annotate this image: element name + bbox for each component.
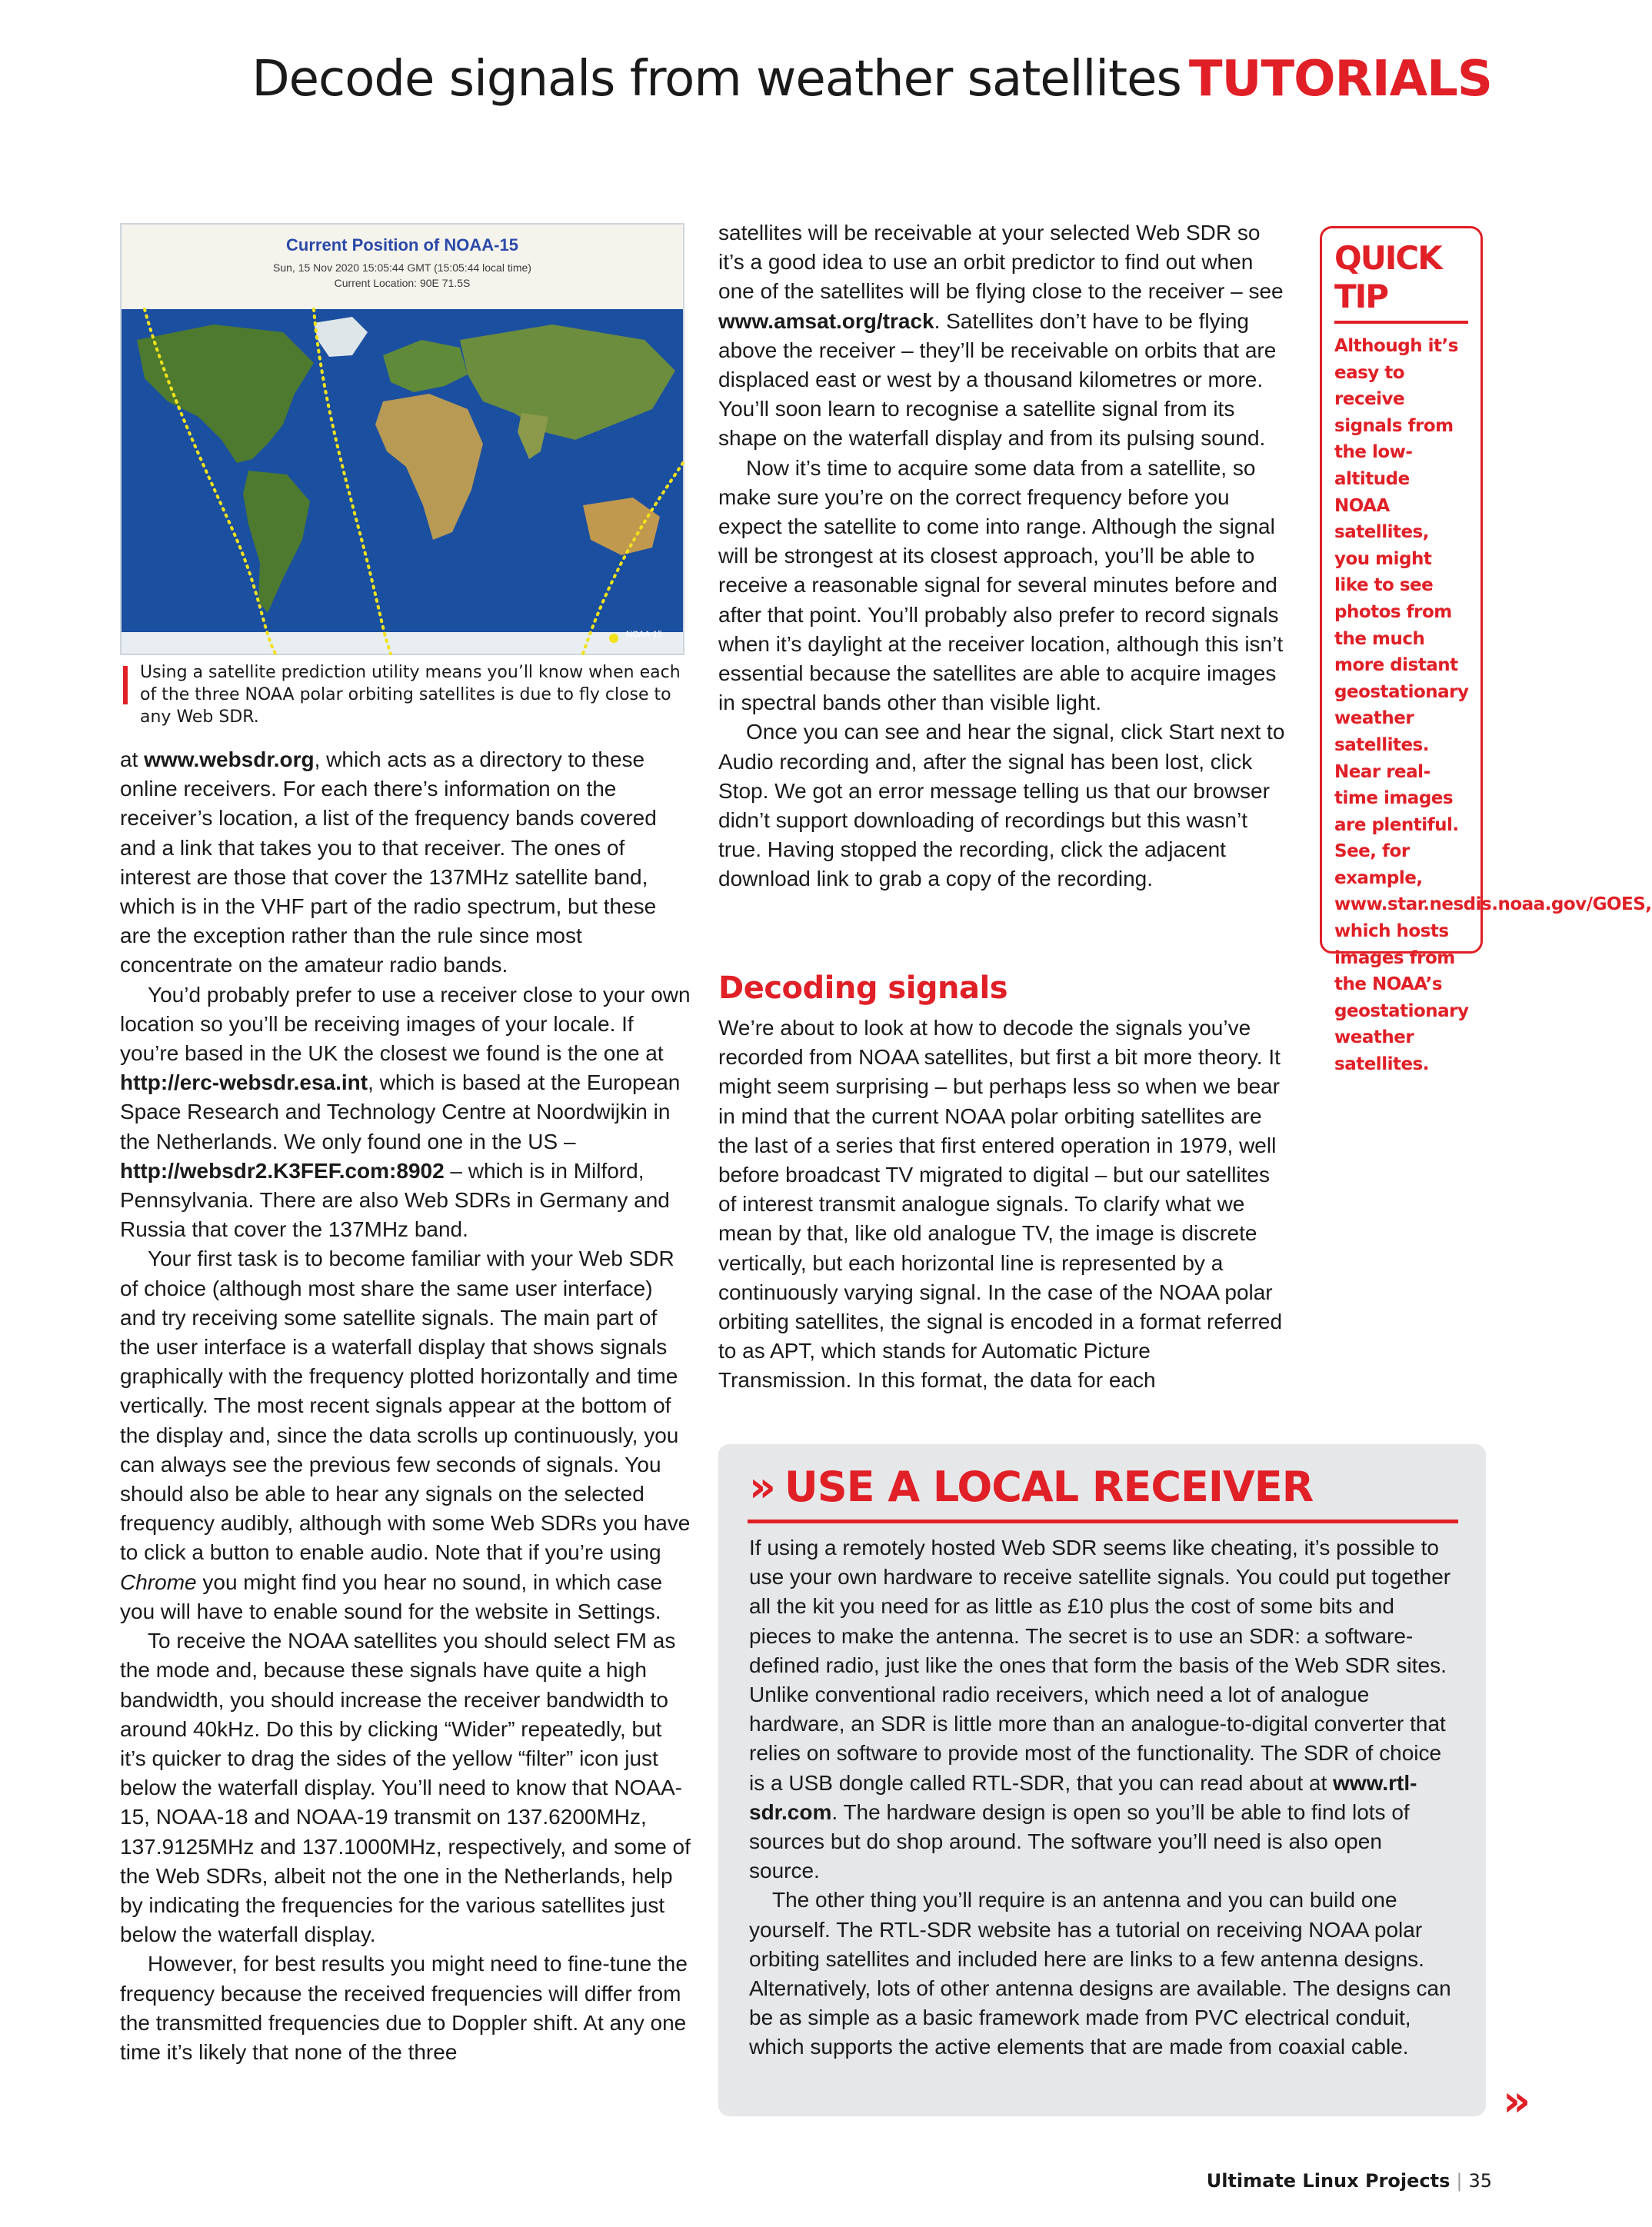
quick-tip-heading: QUICK TIP [1334, 239, 1441, 315]
page-number: 35 [1468, 2170, 1492, 2192]
column-1 [120, 745, 691, 2067]
satellite-map-figure [120, 223, 684, 655]
paragraph: Your first task is to become familiar with your Web SDR of choice (although most share the same user interface) and try receiving some satellite signals. The main part of the user interface is a waterfall display that shows signals graphically with the frequency plotted horizontally and time vertically. The most recent signals appear at the bottom of the display and, since the data scrolls up continuously, you can always see the previous few seconds of signals. You should also be able to hear any signals on the selected frequency audibly, although with some Web SDRs you have to click a button to enable audio. Note that if you’re using Chrome you might find you hear no sound, in which case you will have to enable sound for the website in Settings. [120, 1247, 691, 1623]
box-heading [749, 1463, 1313, 1511]
figure-location: Current Location: 90E 71.5S [334, 277, 471, 289]
header-title: Decode signals from weather satellites [251, 51, 1181, 108]
running-header [251, 51, 1492, 108]
link-websdr[interactable]: www.websdr.org [144, 747, 315, 771]
footer-separator: | [1456, 2170, 1463, 2192]
figure-title: Current Position of NOAA-15 [286, 235, 518, 255]
quick-tip-box [1320, 226, 1652, 1075]
magazine-name: Ultimate Linux Projects [1206, 2170, 1450, 2192]
quick-tip-rule [1334, 321, 1468, 324]
paragraph: The other thing you’ll require is an antenna and you can build one yourself. The RTL-SDR website has a tutorial on receiving NOAA polar orbiting satellites and included here are links to a few antenna designs. Alternatively, lots of other antenna designs are available. The designs can be as simple as a basic framework made from PVC electrical conduit, which supports the active elements that are made from coaxial cable. [749, 1888, 1451, 2059]
paragraph: Once you can see and hear the signal, click Start next to Audio recording and, after the signal has been lost, click Stop. We got an error message telling us that our browser didn’t support downloading of recordings but this wasn’t true. Having stopped the recording, click the adjacent download link to grab a copy of the recording. [718, 720, 1285, 891]
world-map [122, 309, 683, 654]
link-rtl-sdr[interactable]: www.rtl-sdr.com [749, 1770, 1417, 1824]
header-section: TUTORIALS [1188, 51, 1492, 108]
link-k3fef[interactable]: http://websdr2.K3FEF.com:8902 [120, 1158, 445, 1183]
box-heading-text: USE A LOCAL RECEIVER [784, 1463, 1314, 1511]
page-footer [1207, 2170, 1492, 2192]
box-body [749, 1533, 1455, 2062]
paragraph: To receive the NOAA satellites you should select FM as the mode and, because these signals have quite a high bandwidth, you should increase the receiver bandwidth to around 40kHz. Do this by clicking “Wider” repeatedly, but it’s quicker to drag the sides of the yellow “filter” icon just below the waterfall display. You’ll need to know that NOAA-15, NOAA-18 and NOAA-19 transmit on 137.6200MHz, 137.9125MHz and 137.1000MHz, respectively, and some of the Web SDRs, albeit not the one in the Netherlands, help by indicating the frequencies for the various satellites just below the waterfall display. [120, 1629, 691, 1947]
paragraph: However, for best results you might need to fine-tune the frequency because the received frequencies will differ from the transmitted frequencies due to Doppler shift. At any one time it’s likely that none of the three [120, 1952, 688, 2064]
paragraph: We’re about to look at how to decode the signals you’ve recorded from NOAA satellites, but first a bit more theory. It might seem surprising – but perhaps less so when we bear in mind that the current NOAA polar orbiting satellites are the last of a series that first entered operation in 1979, well before broadcast TV migrated to digital – but our satellites of interest transmit analogue signals. To clarify what we mean by that, like old analogue TV, the image is discrete vertically, but each horizontal line is represented by a continuously varying signal. In the case of the NOAA polar orbiting satellites, the signal is encoded in a format referred to as APT, which stands for Automatic Picture Transmission. In this format, the data for each [718, 1016, 1283, 1393]
local-receiver-box [718, 1444, 1486, 2116]
land-antarctica [122, 632, 683, 654]
column-2 [718, 218, 1287, 894]
chevron-right-icon: » [749, 1463, 775, 1511]
column-2-decoding [718, 1014, 1287, 1396]
caption-text: Using a satellite prediction utility means you’ll know when each of the three NOAA polar orbiting satellites is due to fly close to any Web SDR. [140, 663, 681, 727]
decoding-heading: Decoding signals [718, 970, 1008, 1006]
quick-tip-body: Although it’s easy to receive signals from the low-altitude NOAA satellites, you might like to see photos from the much more distant geostationary weather satellites. Near real-time images are plentiful. See, for example, www.star.nesdis.noaa.gov/GOES, which hosts images from the NOAA’s geostationary weather satellites. [1334, 336, 1652, 1075]
link-amsat[interactable]: www.amsat.org/track [718, 308, 934, 333]
paragraph: at www.websdr.org, which acts as a directory to these online receivers. For each there’s information on the receiver’s location, a list of the frequency bands covered and a link that takes you to that receiver. The ones of interest are those that cover the 137MHz satellite band, which is in the VHF part of the radio spectrum, but these are the exception rather than the rule since most concentrate on the amateur radio bands. [120, 747, 657, 977]
figure-time: Sun, 15 Nov 2020 15:05:44 GMT (15:05:44 local time) [273, 261, 531, 274]
paragraph: Now it’s time to acquire some data from a satellite, so make sure you’re on the correct frequency before you expect the satellite to come into range. Although the signal will be strongest at its closest approach, you’ll be able to receive a reasonable signal for several minutes before and after that point. You’ll probably also prefer to record signals when it’s daylight at the receiver location, although this isn’t essential because the satellites are able to acquire images in spectral bands other than visible light. [718, 455, 1284, 715]
caption-bar [123, 666, 128, 704]
box-heading-rule [748, 1520, 1458, 1523]
paragraph: If using a remotely hosted Web SDR seems like cheating, it’s possible to use your own hardware to receive satellite signals. You could put together all the kit you need for as little as £10 plus the cost of some bits and pieces to make the antenna. The secret is to use an SDR: a software-defined radio, just like the ones that form the basis of the Web SDR sites. Unlike conventional radio receivers, which need a lot of analogue hardware, an SDR is little more than an analogue-to-digital converter that relies on software to provide most of the functionality. The SDR of choice is a USB dongle called RTL-SDR, that you can read about at www.rtl-sdr.com. The hardware design is open so you’ll be able to find lots of sources but do shop around. The software you’ll need is also open source. [749, 1536, 1451, 1883]
paragraph: You’d probably prefer to use a receiver close to your own location so you’ll be receiving images of your locale. If you’re based in the UK the closest we found is the one at http://erc-websdr.esa.int, which is based at the European Space Research and Technology Centre at Noordwijkin in the Netherlands. We only found one in the US – http://websdr2.K3FEF.com:8902 – which is in Milford, Pennsylvania. There are also Web SDRs in Germany and Russia that cover the 137MHz band. [120, 982, 691, 1242]
paragraph: satellites will be receivable at your selected Web SDR so it’s a good idea to use an orbit predictor to find out when one of the satellites will be flying close to the receiver – see www.amsat.org/track. Satellites don’t have to be flying above the receiver – they’ll be receivable on orbits that are displaced east or west by a thousand kilometres or more. You’ll soon learn to recognise a satellite signal from its shape on the waterfall display and from its pulsing sound. [718, 221, 1284, 451]
figure-info-panel [122, 225, 683, 309]
satellite-marker-label: NOAA-15 [626, 630, 663, 639]
satellite-position-marker [609, 634, 618, 643]
figure-caption [120, 661, 681, 728]
continue-arrow-icon: » [1503, 2076, 1531, 2126]
link-erc-websdr[interactable]: http://erc-websdr.esa.int [120, 1070, 368, 1095]
